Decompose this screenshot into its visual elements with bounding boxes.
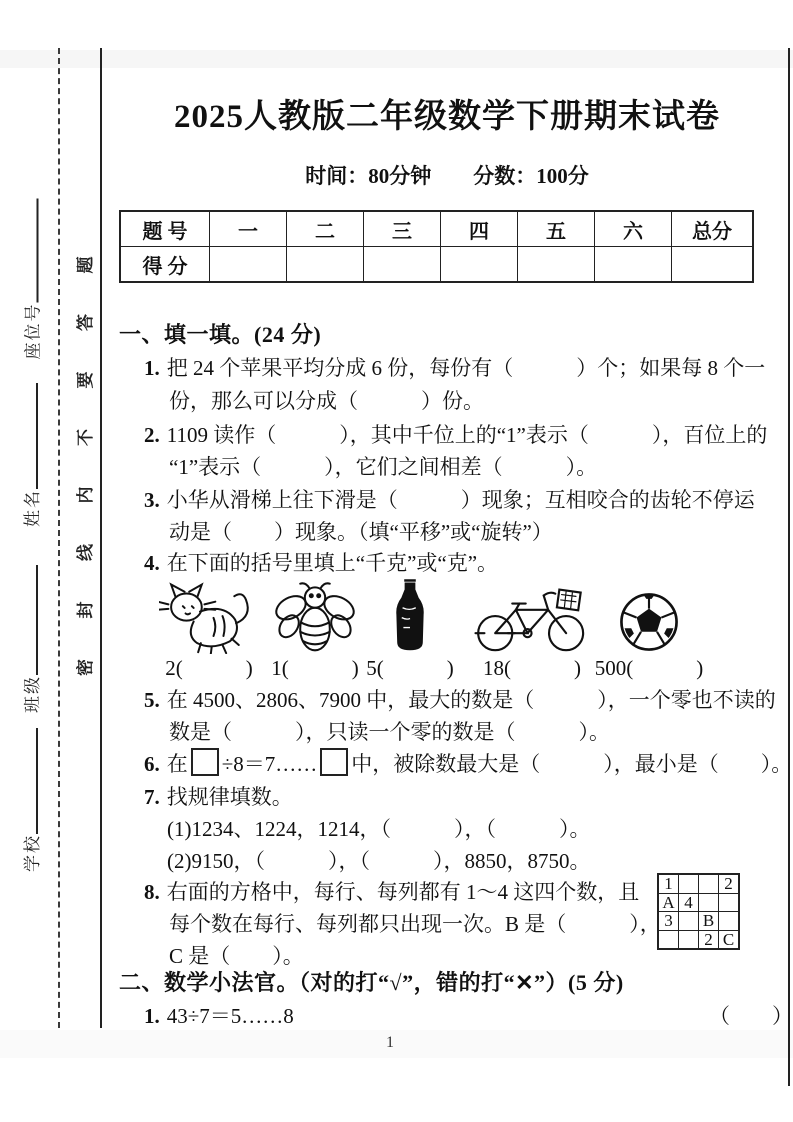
exam-body — [119, 316, 793, 1028]
question-8-number: 8. — [144, 880, 160, 904]
score-cell — [364, 247, 441, 283]
score-col-6: 六 — [595, 211, 672, 247]
question-8-line-2: 每个数在每行、每列都只出现一次。B 是（ ）， — [169, 912, 661, 936]
grid-cell — [719, 912, 740, 931]
page-number: 1 — [386, 1034, 394, 1051]
bicycle-image — [471, 580, 593, 654]
question-6-text-mid: ÷8＝7…… — [221, 752, 318, 776]
question-7-number: 7. — [144, 785, 160, 809]
section-1-heading: 一、填一填。(24 分) — [119, 322, 322, 347]
q4-items-row — [119, 578, 779, 684]
grid-cell — [719, 893, 740, 912]
section-2-question-1 — [144, 1000, 793, 1033]
q4-item-bicycle-label: 18( ) — [483, 656, 581, 680]
question-3-number: 3. — [144, 488, 160, 512]
seal-solid-line — [100, 48, 102, 1028]
question-4-text-1: 在下面的括号里填上“千克”或“克”。 — [166, 551, 499, 575]
class-blank — [18, 565, 38, 675]
score-col-2: 二 — [287, 211, 364, 247]
grid-puzzle — [657, 873, 740, 950]
score-col-1: 一 — [210, 211, 287, 247]
school-blank — [18, 728, 38, 834]
grid-cell: B — [699, 912, 719, 931]
question-6-number: 6. — [144, 752, 160, 776]
dividend-box — [191, 748, 219, 776]
score-cell — [210, 247, 287, 283]
question-8-line-3: C 是（ ）。 — [169, 944, 304, 968]
score-col-4: 四 — [441, 211, 518, 247]
class-label: 班级 — [22, 675, 42, 713]
s2-question-1-text: 43÷7＝5……8 — [166, 1004, 294, 1028]
school-label: 学校 — [22, 834, 42, 872]
score-col-3: 三 — [364, 211, 441, 247]
question-2-text-1: 1109 读作（ ），其中千位上的“1”表示（ ），百位上的 — [166, 423, 768, 447]
question-5-number: 5. — [144, 688, 160, 712]
scan-band-top — [0, 50, 793, 68]
grid-cell: C — [719, 930, 740, 949]
grid-cell — [679, 874, 699, 893]
question-4-line-1 — [144, 547, 498, 580]
question-number-header-cell: 题 号 — [120, 211, 210, 247]
question-5-line-1 — [144, 684, 776, 717]
question-7-sub-2: (2)9150，（ ），（ ），8850，8750。 — [167, 849, 591, 873]
s2-question-1-number: 1. — [144, 1004, 160, 1028]
question-5-text-1: 在 4500、2806、7900 中，最大的数是（ ），一个零也不读的 — [166, 688, 776, 712]
page-right-border — [788, 48, 790, 1086]
grid-cell — [658, 930, 679, 949]
grid-cell — [699, 893, 719, 912]
score-cell — [672, 247, 754, 283]
grid-cell — [679, 930, 699, 949]
score-table — [119, 210, 754, 283]
name-label: 姓名 — [22, 489, 42, 527]
grid-cell: 3 — [658, 912, 679, 931]
remainder-box — [320, 748, 348, 776]
q4-item-bee-label: 1( ) — [271, 656, 359, 680]
s2-question-1-answer-paren: （ ） — [709, 1004, 793, 1028]
question-6-text-post: 中，被除数最大是（ ），最小是（ ）。 — [351, 752, 793, 776]
question-7-sub-1: (1)1234、1224，1214，（ ），（ ）。 — [167, 817, 591, 841]
q4-item-soccer-ball — [579, 578, 719, 682]
page-title: 2025人教版二年级数学下册期末试卷 — [174, 99, 720, 135]
grid-cell — [679, 912, 699, 931]
question-2-number: 2. — [144, 423, 160, 447]
q4-item-bottle-label: 5( ) — [366, 656, 454, 680]
section-2-heading: 二、数学小法官。（对的打“√”，错的打“✕”）(5 分) — [119, 970, 624, 995]
question-1-number: 1. — [144, 356, 160, 380]
q4-item-bottle — [340, 578, 480, 682]
bottle-image — [390, 578, 430, 654]
question-5-line-2: 数是（ ），只读一个零的数是（ ）。 — [169, 720, 610, 744]
grid-cell: 2 — [699, 930, 719, 949]
margin-field-name — [18, 373, 42, 527]
score-table-header-row — [120, 211, 753, 247]
question-3-text-1: 小华从滑梯上往下滑是（ ）现象；互相咬合的齿轮不停运 — [166, 488, 755, 512]
grid-cell: 4 — [679, 893, 699, 912]
grid-cell: 1 — [658, 874, 679, 893]
score-cell — [518, 247, 595, 283]
question-3-line-2: 动是（ ）现象。（填“平移”或“旋转”） — [169, 520, 553, 544]
score-cell — [441, 247, 518, 283]
question-1-line-1 — [144, 352, 765, 385]
score-cell — [287, 247, 364, 283]
question-8-text-1: 右面的方格中，每行、每列都有 1～4 这四个数，且 — [166, 880, 640, 904]
name-blank — [18, 383, 38, 489]
question-6-text-pre: 在 — [166, 752, 188, 776]
soccer-ball-image — [617, 590, 681, 654]
grid-cell — [699, 874, 719, 893]
grid-cell: 2 — [719, 874, 740, 893]
question-8-line-1 — [144, 876, 639, 909]
grid-cell: A — [658, 893, 679, 912]
exam-meta: 时间：80分钟 分数：100分 — [305, 164, 589, 188]
question-2-line-2: “1”表示（ ），它们之间相差（ ）。 — [169, 455, 598, 479]
question-3-line-1 — [144, 484, 755, 517]
question-1-text-1: 把 24 个苹果平均分成 6 份，每份有（ ）个；如果每 8 个一 — [166, 356, 766, 380]
seal-dashed-line — [58, 48, 60, 1028]
seal-text: 密 封 线 内 不 要 答 题 — [76, 240, 95, 676]
question-1-line-2: 份，那么可以分成（ ）份。 — [169, 389, 484, 413]
q4-item-cat-label: 2( ) — [165, 656, 253, 680]
margin-field-class — [18, 555, 42, 713]
q4-item-soccer-ball-label: 500( ) — [594, 656, 704, 680]
score-col-5: 五 — [518, 211, 595, 247]
score-cell — [595, 247, 672, 283]
question-4-number: 4. — [144, 551, 160, 575]
margin-field-seat-number — [19, 185, 43, 360]
seat-number-label: 座位号 — [23, 302, 43, 360]
score-table-score-row — [120, 247, 753, 283]
question-7-text-1: 找规律填数。 — [166, 785, 293, 809]
question-7-line-1 — [144, 781, 293, 814]
margin-field-school — [18, 718, 42, 872]
question-2-line-1 — [144, 419, 767, 452]
score-col-total: 总分 — [672, 211, 754, 247]
score-row-label-cell: 得 分 — [120, 247, 210, 283]
question-6-line — [144, 748, 792, 781]
cat-image — [159, 580, 259, 654]
seat-number-blank — [19, 199, 39, 303]
